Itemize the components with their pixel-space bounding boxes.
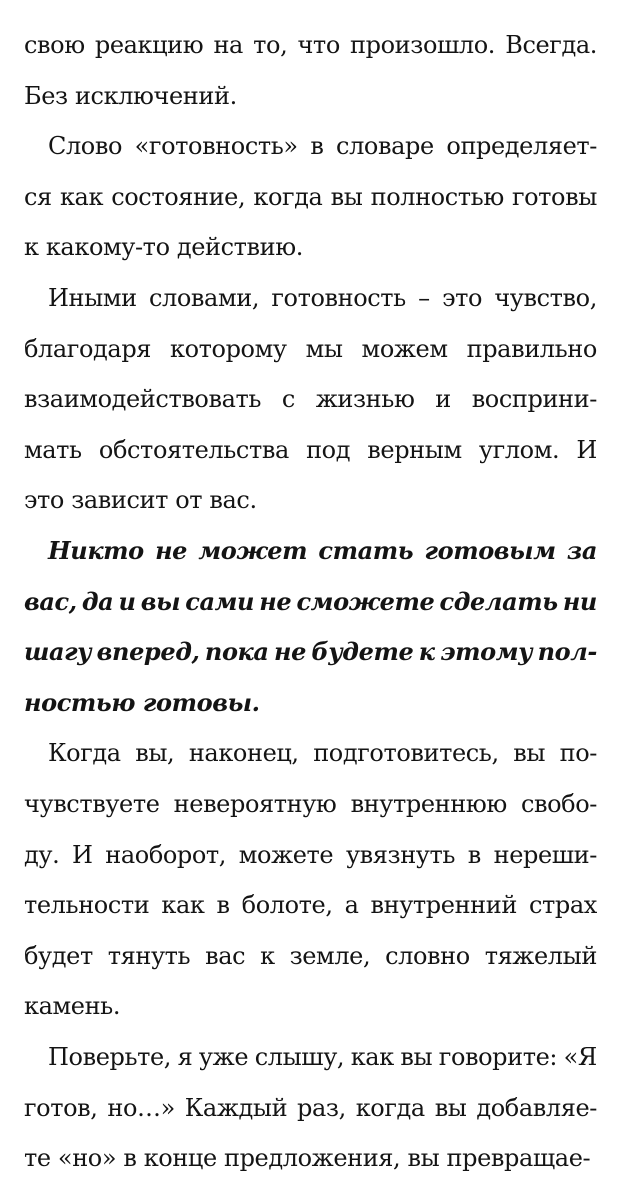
text-line: Поверьте, я уже слышу, как вы говорите: «Я (48, 1043, 597, 1071)
text-line: вас, да и вы сами не сможете сделать ни (24, 587, 597, 616)
text-line: свою реакцию на то, что произошло. Всегда. (24, 31, 597, 59)
text-line: Иными словами, готовность – это чувство, (48, 284, 597, 312)
text-line: те «но» в конце предложения, вы превращае- (24, 1144, 591, 1172)
text-line: будет тянуть вас к земле, словно тяжелый (24, 942, 597, 970)
text-line: благодаря которому мы можем правильно (24, 335, 597, 363)
text-line: ся как состояние, когда вы полностью готовы (24, 183, 597, 211)
text-line: чувствуете невероятную внутреннюю свобо- (24, 790, 597, 818)
text-line: Без исключений. (24, 82, 237, 110)
text-line: к какому-то действию. (24, 233, 303, 261)
text-line: тельности как в болоте, а внутренний страх (24, 891, 597, 919)
text-line: Когда вы, наконец, подготовитесь, вы по- (48, 739, 597, 767)
text-line: Слово «готовность» в словаре определяет- (48, 132, 597, 160)
text-line: мать обстоятельства под верным углом. И (24, 436, 597, 464)
text-line: взаимодействовать с жизнью и восприни- (24, 385, 597, 413)
text-line: Никто не может стать готовым за (48, 536, 597, 565)
text-line: камень. (24, 992, 121, 1020)
text-line: готов, но…» Каждый раз, когда вы добавляе- (24, 1094, 597, 1122)
text-line: ностью готовы. (24, 688, 260, 717)
text-line: шагу вперед, пока не будете к этому пол- (24, 637, 597, 666)
text-line: это зависит от вас. (24, 486, 257, 514)
text-line: ду. И наоборот, можете увязнуть в нереши- (24, 841, 597, 869)
